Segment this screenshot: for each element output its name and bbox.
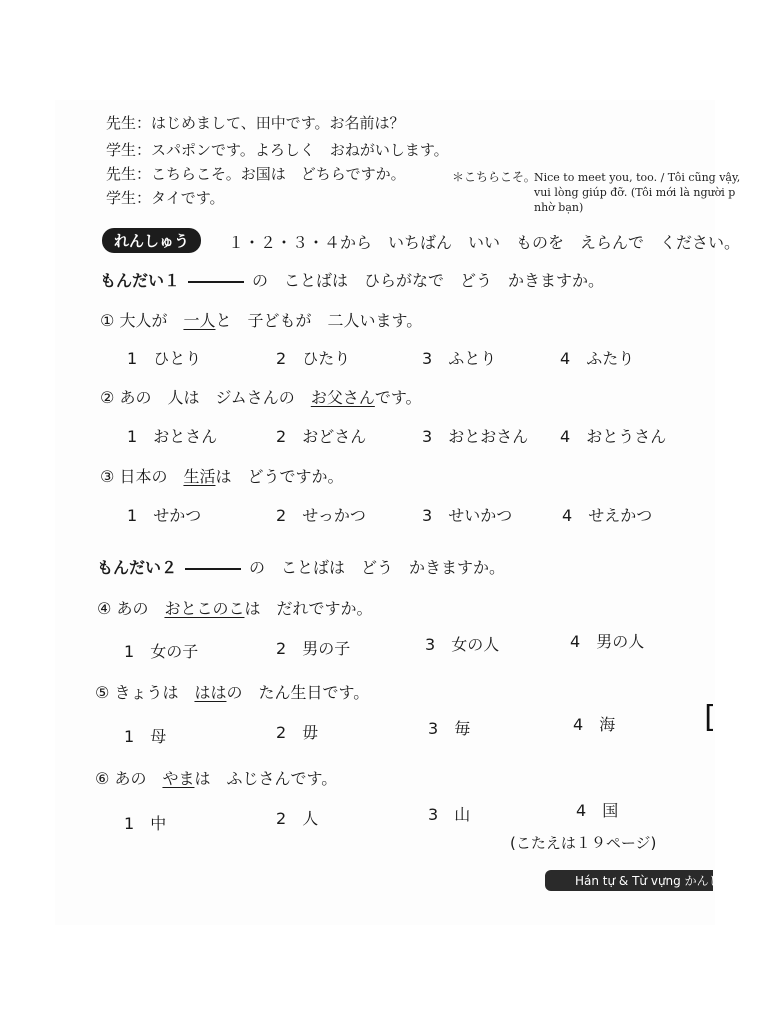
option-1-3[interactable]: 3 ふとり	[422, 349, 497, 368]
speaker: 学生	[106, 141, 137, 159]
question-number: ⑤	[95, 683, 110, 702]
question-number: ⑥	[95, 769, 110, 788]
question-2	[100, 385, 422, 408]
option-2-4[interactable]: 4 おとうさん	[560, 427, 667, 446]
option-3-4[interactable]: 4 せえかつ	[562, 506, 653, 525]
practice-badge: れんしゅう	[102, 228, 201, 253]
question-text: あの	[116, 599, 165, 618]
option-4-2[interactable]: 2 男の子	[276, 639, 351, 658]
separator: ：	[136, 141, 152, 159]
question-6	[95, 766, 337, 789]
underlined-word: お父さん	[310, 388, 375, 407]
option-1-1[interactable]: 1 ひとり	[127, 349, 202, 368]
blank-line	[185, 568, 241, 570]
option-2-2[interactable]: 2 おどさん	[276, 427, 367, 446]
practice-instruction: １・２・３・４から いちばん いい ものを えらんで ください。	[228, 233, 741, 252]
dialogue-text: はじめまして、田中です。お名前は？	[151, 114, 405, 132]
blank-line	[188, 281, 244, 283]
dialogue-text: タイです。	[151, 189, 225, 207]
question-number: ②	[100, 388, 115, 407]
question-text: は ふじさんです。	[194, 769, 338, 788]
question-text: です。	[374, 388, 422, 407]
note-line-1: Nice to meet you, too. / Tôi cũng vậy,	[534, 171, 741, 184]
dialogue-line-4	[106, 187, 225, 208]
question-3	[100, 464, 343, 487]
option-6-2[interactable]: 2 人	[276, 809, 319, 828]
answer-page-reference: (こたえは１９ページ)	[510, 834, 657, 852]
problem-title: もんだい１	[100, 271, 181, 290]
question-text: は だれですか。	[244, 599, 373, 618]
question-text: 日本の	[119, 467, 184, 486]
option-5-1[interactable]: 1 母	[124, 727, 167, 746]
question-text: と 子どもが 二人います。	[215, 311, 423, 330]
option-5-4[interactable]: 4 海	[573, 715, 616, 734]
note-marker: ＊こちらこそ。	[452, 170, 536, 184]
option-4-4[interactable]: 4 男の人	[570, 632, 645, 651]
underlined-word: やま	[162, 769, 195, 788]
question-text: あの 人は ジムさんの	[119, 388, 311, 407]
dialogue-line-2	[106, 139, 449, 160]
note-line-3: nhờ bạn)	[534, 201, 584, 214]
question-text: 大人が	[119, 311, 184, 330]
question-text: きょうは	[114, 683, 195, 702]
option-2-3[interactable]: 3 おとおさん	[422, 427, 529, 446]
separator: ：	[136, 114, 152, 132]
separator: ：	[136, 189, 152, 207]
question-4	[97, 596, 372, 619]
option-5-3[interactable]: 3 毎	[428, 719, 471, 738]
option-5-2[interactable]: 2 毋	[276, 723, 319, 742]
option-3-3[interactable]: 3 せいかつ	[422, 506, 513, 525]
note-line-2: vui lòng giúp đỡ. (Tôi mới là người p	[534, 186, 736, 199]
underlined-word: 一人	[183, 311, 216, 330]
question-number: ③	[100, 467, 115, 486]
footer-section-tab: Hán tự & Từ vựng かんじ&	[545, 870, 713, 891]
option-2-1[interactable]: 1 おとさん	[127, 427, 218, 446]
problem-2-header	[97, 555, 505, 578]
problem-title: もんだい２	[97, 558, 178, 577]
speaker: 先生	[106, 165, 137, 183]
option-1-2[interactable]: 2 ひたり	[276, 349, 351, 368]
question-number: ①	[100, 311, 115, 330]
page-edge-bracket: [	[700, 700, 719, 735]
option-6-3[interactable]: 3 山	[428, 805, 471, 824]
question-text: は どうですか。	[215, 467, 344, 486]
question-number: ④	[97, 599, 112, 618]
option-4-1[interactable]: 1 女の子	[124, 642, 199, 661]
separator: ：	[136, 165, 152, 183]
problem-1-header	[100, 268, 604, 291]
option-6-4[interactable]: 4 国	[576, 801, 619, 820]
question-text: の たん生日です。	[226, 683, 370, 702]
underlined-word: 生活	[183, 467, 216, 486]
underlined-word: はは	[194, 683, 227, 702]
option-6-1[interactable]: 1 中	[124, 814, 167, 833]
dialogue-text: スパポンです。よろしく おねがいします。	[151, 141, 449, 159]
speaker: 先生	[106, 114, 137, 132]
question-1	[100, 308, 422, 331]
option-3-1[interactable]: 1 せかつ	[127, 506, 202, 525]
option-4-3[interactable]: 3 女の人	[425, 635, 500, 654]
dialogue-line-1	[106, 112, 405, 133]
question-5	[95, 680, 369, 703]
dialogue-text: こちらこそ。お国は どちらですか。	[151, 165, 406, 183]
option-1-4[interactable]: 4 ふたり	[560, 349, 635, 368]
speaker: 学生	[106, 189, 137, 207]
problem-text: の ことばは どう かきますか。	[249, 558, 506, 577]
underlined-word: おとこのこ	[164, 599, 245, 618]
dialogue-line-3	[106, 163, 406, 184]
problem-text: の ことばは ひらがなで どう かきますか。	[252, 271, 605, 290]
question-text: あの	[114, 769, 163, 788]
option-3-2[interactable]: 2 せっかつ	[276, 506, 366, 525]
